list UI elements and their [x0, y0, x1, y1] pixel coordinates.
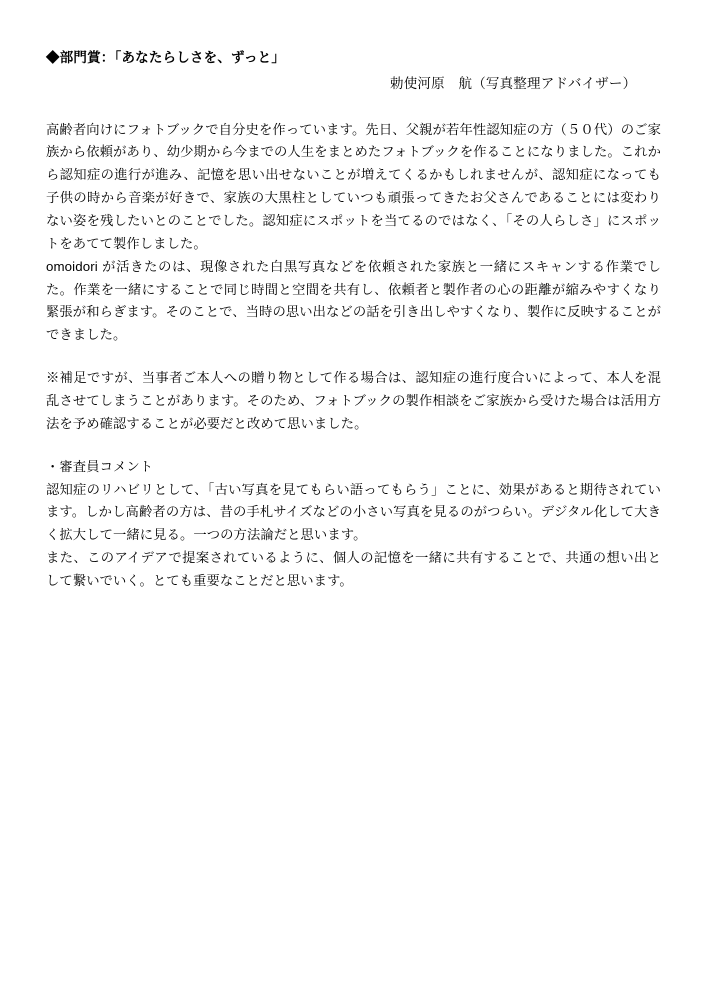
- reviewer-comment-paragraph-2: また、このアイデアで提案されているように、個人の記憶を一緒に共有することで、共通の想い出として繋いでいく。とても重要なことだと思います。: [46, 550, 661, 588]
- body-paragraph-3: ※補足ですが、当事者ご本人への贈り物として作る場合は、認知症の進行度合いによって、本人を混乱させてしまうことがあります。そのため、フォトブックの製作相談をご家族から受けた場合は活用方法を予め確認することが必要だと改めて思いました。: [46, 370, 661, 431]
- body-paragraph-1: 高齢者向けにフォトブックで自分史を作っています。先日、父親が若年性認知症の方（５０代）のご家族から依頼があり、幼少期から今までの人生をまとめたフォトブックを作ることになりました。これから認知症の進行が進み、記憶を思い出せないことが増えてくるかもしれませんが、認知症になっても子供の時から音楽が好きで、家族の大黒柱としていつも頑張ってきたお父さんであることには変わりない姿を残したいとのことでした。認知症にスポットを当てるのではなく、「その人らしさ」にスポットをあてて製作しました。: [46, 121, 661, 251]
- page-title: ◆部門賞：「あなたらしさを、ずっと」: [46, 50, 286, 65]
- reviewer-comment-paragraph-1: 認知症のリハビリとして、「古い写真を見てもらい語ってもらう」ことに、効果があると期待されています。しかし高齢者の方は、昔の手札サイズなどの小さい写真を見るのがつらい。デジタル化して大きく拡大して一緒に見る。一つの方法論だと思います。: [46, 481, 661, 543]
- reviewer-comment-heading: ・審査員コメント: [46, 458, 154, 474]
- paragraph-spacer: [46, 347, 661, 367]
- section-spacer: [46, 436, 661, 456]
- body-paragraph-2: omoidori が活きたのは、現像された白黒写真などを依頼された家族と一緒にスキャンする作業でした。作業を一緒にすることで同じ時間と空間を共有し、依頼者と製作者の心の距離が縮みやすくなり緊張が和らぎます。そのことで、当時の思い出などの話を引き出しやすくなり、製作に反映することができました。: [46, 258, 661, 343]
- author-byline: 勅使河原 航（写真整理アドバイザー）: [390, 76, 637, 92]
